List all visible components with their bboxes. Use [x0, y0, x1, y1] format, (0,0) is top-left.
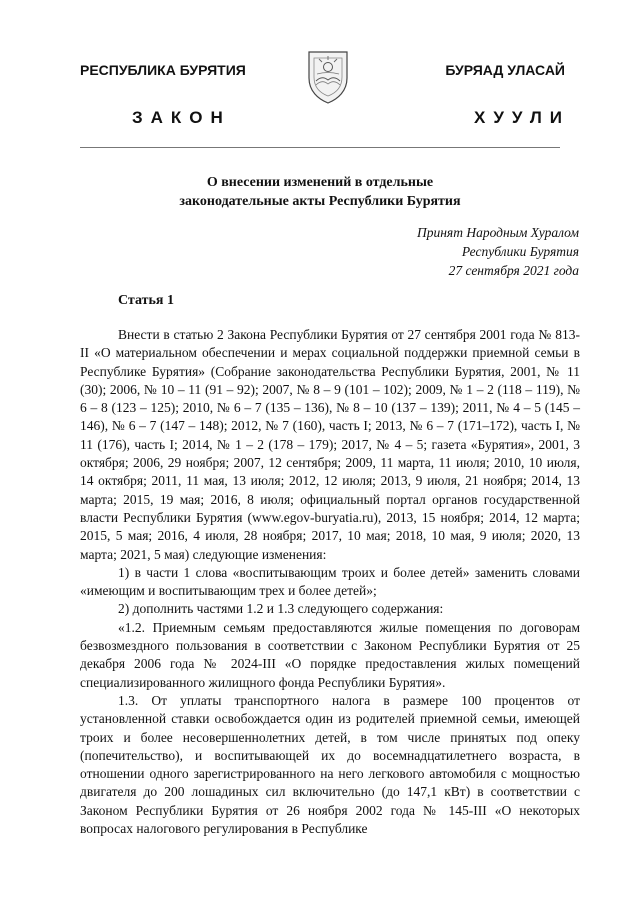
header-left-title: РЕСПУБЛИКА БУРЯТИЯ [80, 62, 246, 78]
article-paragraph: 2) дополнить частями 1.2 и 1.3 следующего содержания: [118, 601, 444, 617]
header-right-title: БУРЯАД УЛАСАЙ [445, 62, 565, 78]
law-title-line-1: О внесении изменений в отдельные [206, 175, 434, 190]
article-paragraph: «1.2. Приемным семьям предоставляются жилые помещения по договорам безвозмездного пользования в соответствии с Законом Республики Бурятия от 25 декабря 2006 года № 2024-III «О порядке предоставления жилых помещений специализированного жилищного фонда Республики Бурятия». [80, 619, 580, 690]
law-title [80, 173, 560, 211]
adoption-line-1: Принят Народным Хуралом [416, 225, 579, 240]
adoption-line-2: Республики Бурятия [461, 244, 579, 259]
adoption-note [417, 223, 579, 280]
article-heading: Статья 1 [118, 293, 174, 308]
law-label-buryat: ХУУЛИ [474, 108, 570, 127]
article-paragraph: Внести в статью 2 Закона Республики Бурятия от 27 сентября 2001 года № 813-II «О материальном обеспечении и мерах социальной поддержки приемной семьи в Республике Бурятия» (Собрание законодательства Республики Бурятия, 2001, № 11 (30); 2006, № 10 – 11 (91 – 92); 2007, № 8 – 9 (101 – 102); 2009, № 1 – 2 (118 – 119), № 6 – 8 (123 – 125); 2010, № 6 – 7 (135 – 136), № 8 – 10 (137 – 139); 2011, № 4 – 5 (145 – 146), № 6 – 7 (147 – 148); 2012, № 7 (160), часть I; 2013, № 6 – 7 (171–172), часть I, № 11 (176), часть I; 2014, № 1 – 2 (178 – 179); 2017, № 4 – 5; газета «Бурятия», 2001, 3 октября; 2006, 29 ноября; 2007, 12 сентября; 2009, 11 марта, 11 июля; 2010, 10 июля, 14 октября; 2011, 11 мая, 13 июля; 2012, 12 июля; 2013, 9 июля, 21 ноября; 2014, 13 марта; 2015, 19 мая; 2016, 8 июля; официальный портал органов государственной власти Республики Бурятия (www.egov-buryatia.ru), 2013, 15 ноября; 2014, 12 марта; 2015, 5 мая; 2016, 4 июля, 28 ноября; 2017, 10 мая; 2018, 10 мая, 9 июля; 2020, 13 марта; 2021, 5 мая) следующие изменения: [80, 327, 580, 562]
buryatia-coat-of-arms-icon [306, 48, 350, 104]
adoption-date: 27 сентября 2021 года [448, 263, 579, 278]
article-body [80, 326, 580, 838]
law-title-line-2: законодательные акты Республики Бурятия [179, 194, 461, 209]
article-paragraph: 1) в части 1 слова «воспитывающим троих и более детей» заменить словами «имеющим и воспитывающим трех и более детей»; [80, 564, 580, 599]
header-divider [80, 147, 560, 148]
article-paragraph: 1.3. От уплаты транспортного налога в размере 100 процентов от установленной ставки освобождается один из родителей приемной семьи, имеющей троих и более несовершеннолетних детей, в том числе принятых под опеку (попечительство), и воспитывающей их до восемнадцатилетнего возраста, в отношении одного зарегистрированного на него легкового автомобиля с мощностью двигателя до 200 лошадиных сил включительно (до 147,1 кВт) в соответствии с Законом Республики Бурятия от 26 ноября 2002 года № 145-III «О некоторых вопросах налогового регулирования в Республике [80, 692, 580, 837]
law-label-russian: ЗАКОН [132, 108, 231, 127]
